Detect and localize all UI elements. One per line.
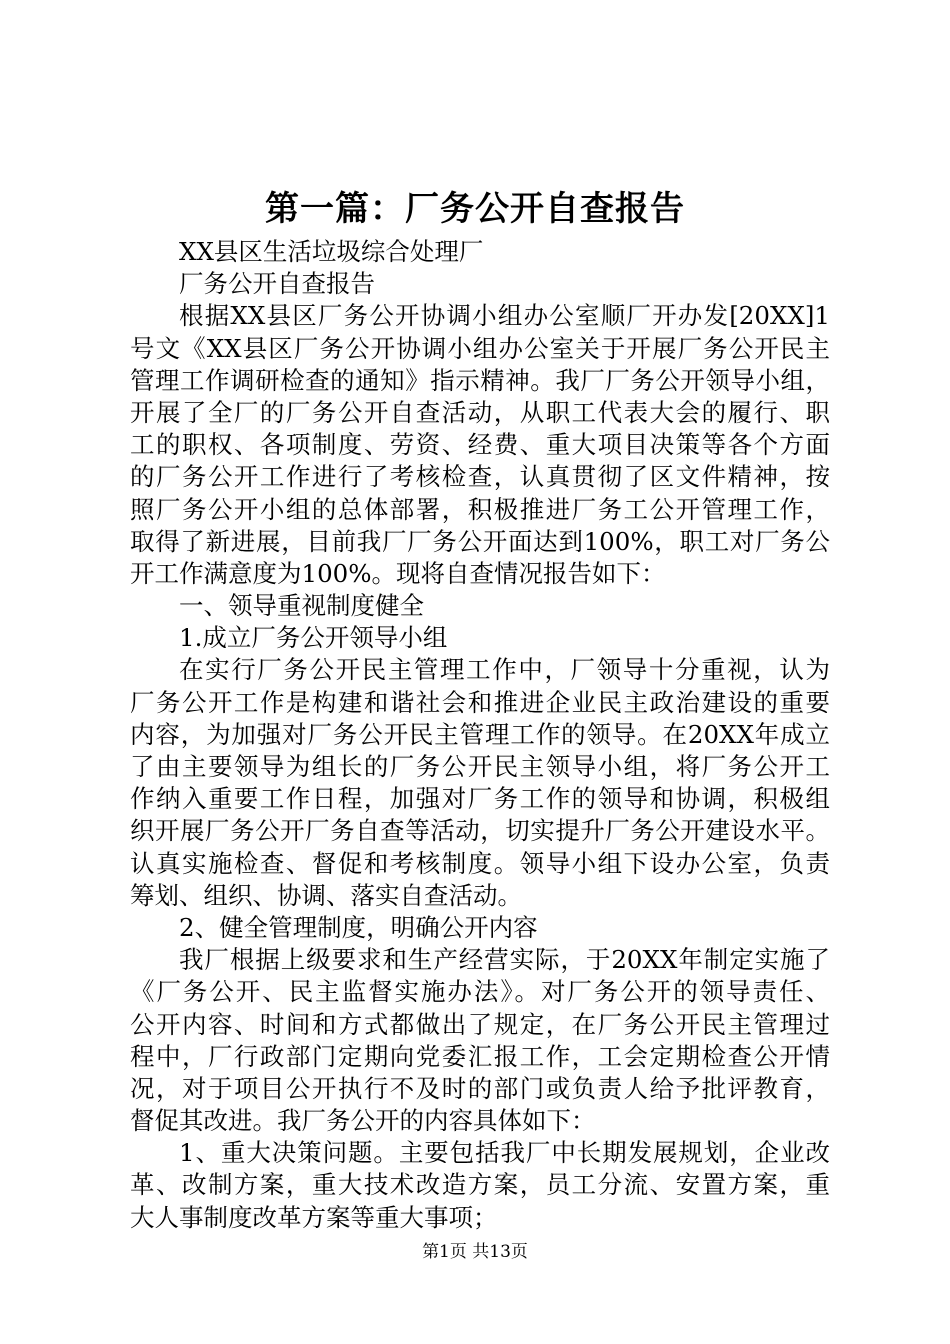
paragraph-line: 在实行厂务公开民主管理工作中，厂领导十分重视，认为 (179, 655, 830, 685)
document-title: 第一篇：厂务公开自查报告 (265, 189, 685, 229)
paragraph-line: 工的职权、各项制度、劳资、经费、重大项目决策等各个方面 (130, 430, 830, 460)
paragraph-line: 了由主要领导为组长的厂务公开民主领导小组，将厂务公开工 (130, 752, 830, 781)
paragraph-line: 作纳入重要工作日程，加强对厂务工作的领导和协调，积极组 (130, 784, 830, 814)
paragraph-line: 厂务公开工作是构建和谐社会和推进企业民主政治建设的重要 (130, 687, 830, 717)
paragraph-line: 程中，厂行政部门定期向党委汇报工作，工会定期检查公开情 (130, 1041, 830, 1071)
paragraph-line: 况，对于项目公开执行不及时的部门或负责人给予批评教育， (130, 1073, 830, 1103)
paragraph-line: 督促其改进。我厂务公开的内容具体如下： (130, 1106, 596, 1136)
subsection-heading: 1.成立厂务公开领导小组 (179, 623, 448, 653)
paragraph-line: 织开展厂务公开厂务自查等活动，切实提升厂务公开建设水平。 (130, 816, 830, 846)
page-number-footer: 第1页 共13页 (422, 1242, 528, 1262)
paragraph-line: 认真实施检查、督促和考核制度。领导小组下设办公室，负责 (130, 848, 830, 878)
org-name-line: XX县区生活垃圾综合处理厂 (179, 237, 484, 266)
paragraph-line: 我厂根据上级要求和生产经营实际，于20XX年制定实施了 (179, 945, 830, 975)
list-item-line: 革、改制方案，重大技术改造方案，员工分流、安置方案，重 (130, 1170, 830, 1200)
list-item-line: 1、重大决策问题。主要包括我厂中长期发展规划，企业改 (179, 1138, 830, 1168)
paragraph-line: 的厂务公开工作进行了考核检查，认真贯彻了区文件精神，按 (130, 462, 830, 492)
paragraph-line: 管理工作调研检查的通知》指示精神。我厂厂务公开领导小组， (130, 365, 830, 395)
paragraph-line: 号文《XX县区厂务公开协调小组办公室关于开展厂务公开民主 (130, 333, 830, 363)
document-body (130, 236, 830, 1234)
paragraph-line: 《厂务公开、民主监督实施办法》。对厂务公开的领导责任、 (130, 977, 830, 1007)
paragraph-line: 开展了全厂的厂务公开自查活动，从职工代表大会的履行、职 (130, 397, 830, 427)
paragraph-line: 照厂务公开小组的总体部署，积极推进厂务工公开管理工作， (130, 494, 830, 524)
paragraph-line: 内容，为加强对厂务公开民主管理工作的领导。在20XX年成立 (130, 719, 830, 749)
subsection-heading: 2、健全管理制度，明确公开内容 (179, 912, 538, 942)
report-subtitle-line: 厂务公开自查报告 (179, 269, 375, 299)
list-item-line: 大人事制度改革方案等重大事项； (130, 1202, 498, 1232)
paragraph-line: 根据XX县区厂务公开协调小组办公室顺厂开办发[20XX]1 (179, 301, 830, 331)
paragraph-line: 筹划、组织、协调、落实自查活动。 (130, 880, 522, 910)
section-heading: 一、领导重视制度健全 (179, 591, 424, 621)
paragraph-line: 公开内容、时间和方式都做出了规定，在厂务公开民主管理过 (130, 1009, 830, 1039)
paragraph-line: 开工作满意度为100%。现将自查情况报告如下： (130, 558, 666, 588)
paragraph-line: 取得了新进展，目前我厂厂务公开面达到100%，职工对厂务公 (130, 526, 830, 556)
